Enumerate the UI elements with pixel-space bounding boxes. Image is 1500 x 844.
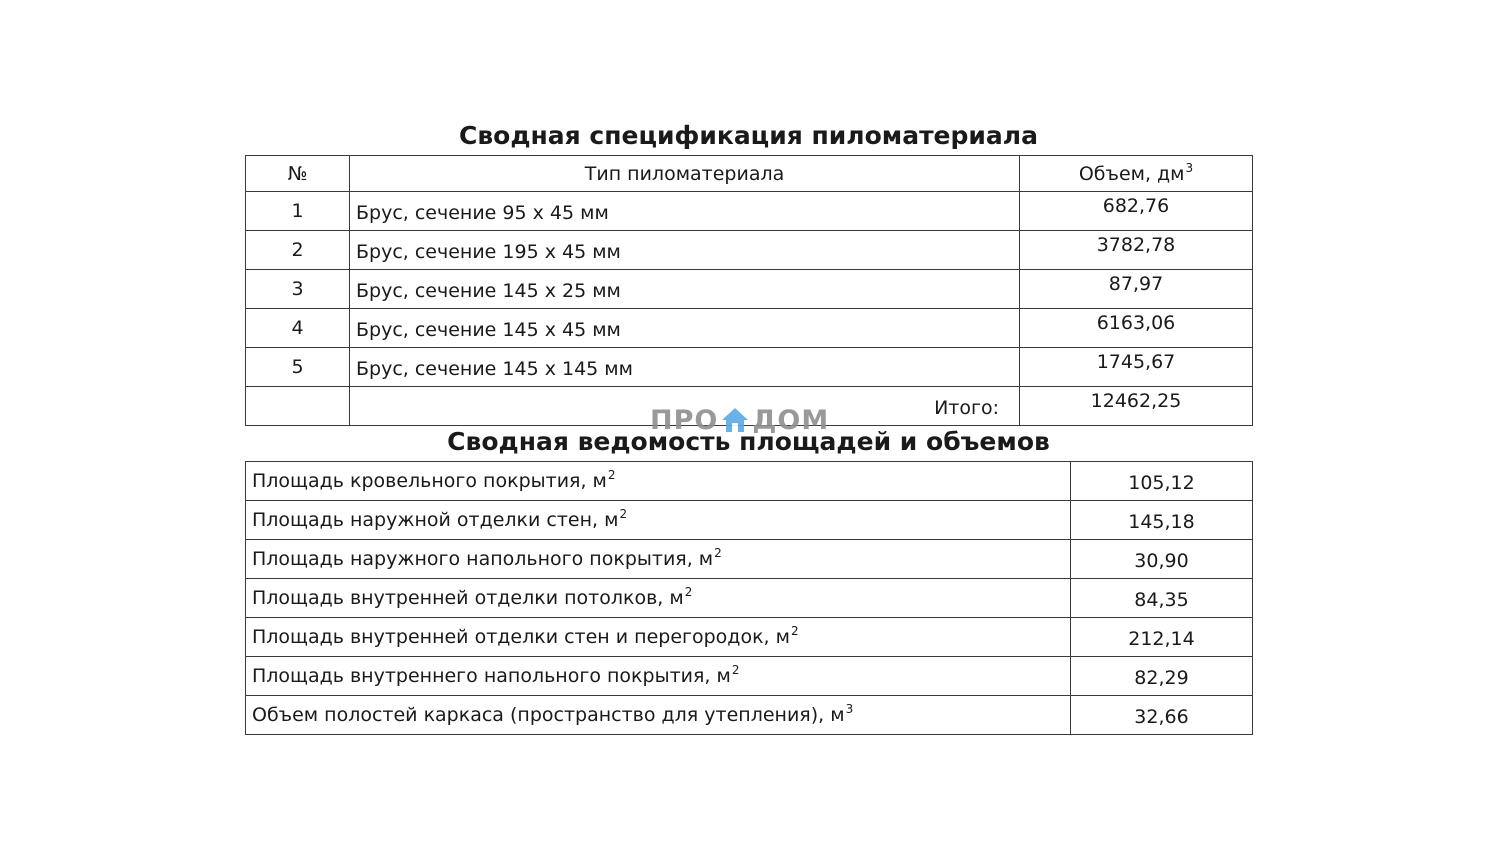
row-num: 3 bbox=[246, 270, 350, 309]
table-row bbox=[246, 657, 1253, 696]
row-name: Брус, сечение 195 х 45 мм bbox=[350, 231, 1020, 270]
table-row bbox=[246, 231, 1253, 270]
area-value: 145,18 bbox=[1071, 501, 1253, 540]
area-value: 82,29 bbox=[1071, 657, 1253, 696]
area-label: Площадь внутренней отделки потолков, $м^2$ bbox=[246, 579, 1071, 618]
row-volume: 6163,06 bbox=[1020, 309, 1253, 348]
header-volume: Объем, $дм^3$ bbox=[1020, 156, 1253, 192]
area-value: 212,14 bbox=[1071, 618, 1253, 657]
total-empty-cell bbox=[246, 387, 350, 426]
area-label: Объем полостей каркаса (пространство для утепления), $м^3$ bbox=[246, 696, 1071, 735]
area-value: 84,35 bbox=[1071, 579, 1253, 618]
row-name: Брус, сечение 95 х 45 мм bbox=[350, 192, 1020, 231]
row-name: Брус, сечение 145 х 25 мм bbox=[350, 270, 1020, 309]
row-num: 2 bbox=[246, 231, 350, 270]
total-value: 12462,25 bbox=[1020, 387, 1253, 426]
area-value: 32,66 bbox=[1071, 696, 1253, 735]
row-volume: 3782,78 bbox=[1020, 231, 1253, 270]
table-row bbox=[246, 540, 1253, 579]
areas-title: Сводная ведомость площадей и объемов bbox=[447, 427, 1050, 456]
row-num: 4 bbox=[246, 309, 350, 348]
total-label: Итого: bbox=[350, 387, 1020, 426]
area-label: Площадь кровельного покрытия, $м^2$ bbox=[246, 462, 1071, 501]
header-type: Тип пиломатериала bbox=[350, 156, 1020, 192]
row-volume: 87,97 bbox=[1020, 270, 1253, 309]
table-row bbox=[246, 579, 1253, 618]
table-row bbox=[246, 462, 1253, 501]
area-value: 30,90 bbox=[1071, 540, 1253, 579]
table-row bbox=[246, 192, 1253, 231]
area-label: Площадь внутренней отделки стен и перегородок, $м^2$ bbox=[246, 618, 1071, 657]
table-row bbox=[246, 348, 1253, 387]
watermark-right-text: ДОМ bbox=[752, 404, 830, 436]
areas-volumes-table bbox=[245, 461, 1253, 735]
header-num: № bbox=[246, 156, 350, 192]
row-num: 1 bbox=[246, 192, 350, 231]
spec-title: Сводная спецификация пиломатериала bbox=[459, 121, 1038, 150]
watermark-left-text: ПРО bbox=[650, 404, 719, 436]
row-name: Брус, сечение 145 х 145 мм bbox=[350, 348, 1020, 387]
table-row bbox=[246, 618, 1253, 657]
area-label: Площадь наружной отделки стен, $м^2$ bbox=[246, 501, 1071, 540]
table-row bbox=[246, 270, 1253, 309]
row-volume: 682,76 bbox=[1020, 192, 1253, 231]
row-volume: 1745,67 bbox=[1020, 348, 1253, 387]
area-label: Площадь внутреннего напольного покрытия, $м^2$ bbox=[246, 657, 1071, 696]
table-row bbox=[246, 696, 1253, 735]
spec-header-row bbox=[246, 156, 1253, 192]
table-row bbox=[246, 501, 1253, 540]
lumber-spec-table bbox=[245, 155, 1253, 426]
table-row bbox=[246, 309, 1253, 348]
area-label: Площадь наружного напольного покрытия, $м^2$ bbox=[246, 540, 1071, 579]
row-name: Брус, сечение 145 х 45 мм bbox=[350, 309, 1020, 348]
area-value: 105,12 bbox=[1071, 462, 1253, 501]
row-num: 5 bbox=[246, 348, 350, 387]
